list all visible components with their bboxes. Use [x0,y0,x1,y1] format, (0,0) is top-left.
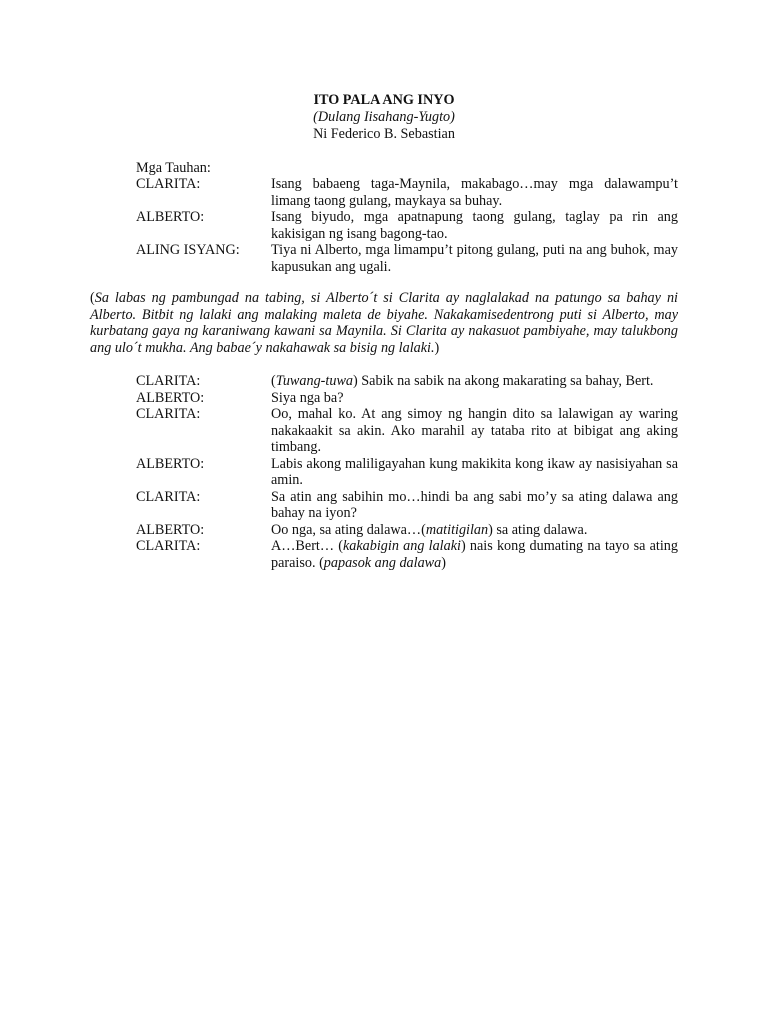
spoken-text: ) sa ating dalawa. [488,521,588,538]
dialogue-text [271,456,678,489]
dialogue-text [271,373,678,390]
document-author: Ni Federico B. Sebastian [313,126,455,142]
cast-row [136,242,678,275]
stage-direction [90,290,678,356]
cast-name: CLARITA: [136,176,201,192]
dialogue-line [136,390,678,407]
stage-cue: papasok ang dalawa [323,554,442,571]
dialogue-line [136,456,678,489]
dialogue-text [271,489,678,522]
cast-description: Isang biyudo, mga apatnapung taong gulang, taglay pa rin ang kakisigan ng isang bagong-tao. [271,209,678,242]
cast-list [136,176,678,275]
cast-row [136,209,678,242]
stage-direction-close: ) [434,339,440,356]
document-subtitle: (Dulang Iisahang-Yugto) [313,109,455,125]
spoken-text: ) Sabik na sabik na akong makarating sa bahay, Bert. [353,373,654,389]
cast-description: Tiya ni Alberto, mga limampu’t pitong gulang, puti na ang buhok, may kapusukan ang ugali. [271,242,678,275]
cast-description: Isang babaeng taga-Maynila, makabago…may mga dalawampu’t limang taong gulang, maykaya sa buhay. [271,176,678,209]
stage-cue: kakabigin ang lalaki [342,538,461,554]
dialogue-list [136,373,678,571]
dialogue-speaker: CLARITA: [136,538,201,554]
dialogue-text [271,390,678,407]
spoken-text: ( [271,373,276,389]
dialogue-speaker: CLARITA: [136,488,201,505]
stage-direction-text: Sa labas ng pambungad na tabing, si Alberto´t si Clarita ay naglalakad na patungo sa bahay ni Alberto. Bitbit ng lalaki ang malaking maleta de biyahe. Nakakamisedentrong puti si Alberto, may kurbatang gaya ng karaniwang kawani sa Maynila. Si Clarita ay nakasuot pambiyahe, may talukbong ang ulo´t mukha. Ang babae´y nakahawak sa bisig ng lalaki. [90,290,678,356]
dialogue-line [136,522,678,539]
stage-cue: matitigilan [425,521,489,538]
dialogue-line [136,406,678,456]
dialogue-text [271,522,678,539]
dialogue-text [271,538,678,571]
cast-name: ALING ISYANG: [136,242,240,258]
spoken-text: Oo nga, sa ating dalawa…( [271,521,426,538]
dialogue-line [136,538,678,571]
stage-cue: Tuwang-tuwa [275,373,353,389]
dialogue-speaker: ALBERTO: [136,389,205,406]
spoken-text: ) nais kong dumating na tayo sa ating paraiso. ( [271,538,678,571]
stage-direction-open: ( [90,290,95,306]
dialogue-line [136,373,678,390]
dialogue-speaker: CLARITA: [136,406,201,422]
document-title: ITO PALA ANG INYO [313,92,455,108]
spoken-text: Oo, mahal ko. At ang simoy ng hangin dito sa lalawigan ay waring nakakaakit sa akin. Ako marahil ay tataba rito at bibigat ang aking timbang. [271,406,678,455]
spoken-text: Labis akong maliligayahan kung makikita kong ikaw ay nasisiyahan sa amin. [271,455,678,488]
cast-name: ALBERTO: [136,209,205,225]
dialogue-speaker: ALBERTO: [136,455,205,472]
spoken-text: A…Bert… ( [271,538,343,554]
spoken-text: Siya nga ba? [271,389,344,406]
dialogue-text [271,406,678,456]
cast-heading: Mga Tauhan: [136,160,211,176]
dialogue-speaker: ALBERTO: [136,521,205,538]
cast-row [136,176,678,209]
spoken-text: Sa atin ang sabihin mo…hindi ba ang sabi mo’y sa ating dalawa ang bahay na iyon? [271,488,678,521]
spoken-text: ) [441,554,446,571]
dialogue-line [136,489,678,522]
dialogue-speaker: CLARITA: [136,373,201,389]
